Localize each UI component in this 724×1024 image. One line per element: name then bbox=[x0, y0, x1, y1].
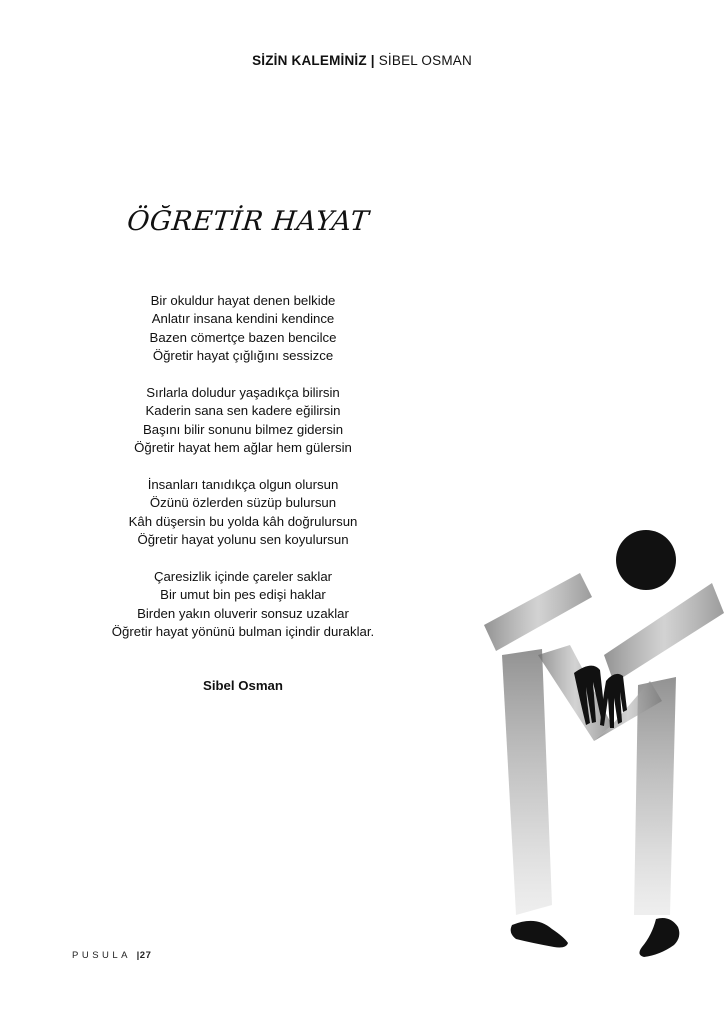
stanza bbox=[0, 568, 486, 642]
poem-line: Kaderin sana sen kadere eğilirsin bbox=[145, 403, 341, 419]
magazine-name: PUSULA bbox=[72, 950, 131, 961]
stanza bbox=[0, 292, 486, 366]
poem-line: Başını bilir sonunu bilmez gidersin bbox=[142, 421, 344, 437]
poem-line: Öğretir hayat yolunu sen koyulursun bbox=[137, 532, 349, 548]
poem-line: Sırlarla doludur yaşadıkça bilirsin bbox=[146, 385, 340, 401]
brush-stroke bbox=[604, 583, 724, 683]
poem-line: İnsanları tanıdıkça olgun olursun bbox=[147, 477, 339, 493]
header-author: SİBEL OSMAN bbox=[378, 53, 472, 68]
page-header bbox=[0, 53, 724, 68]
poem-line: Bazen cömertçe bazen bencilce bbox=[149, 329, 337, 345]
page-number: |27 bbox=[136, 950, 152, 961]
poem-title: ÖĞRETİR HAYAT bbox=[125, 206, 371, 237]
poem-line: Çaresizlik içinde çareler saklar bbox=[153, 569, 333, 585]
figure-shoe bbox=[511, 921, 568, 948]
poem-line: Öğretir hayat hem ağlar hem gülersin bbox=[134, 440, 352, 456]
page-footer bbox=[72, 950, 151, 961]
poem-line: Birden yakın oluverir sonsuz uzaklar bbox=[137, 605, 349, 621]
stanza bbox=[0, 476, 486, 550]
poem-line: Özünü özlerden süzüp bulursun bbox=[149, 495, 337, 511]
poem-line: Öğretir hayat çığlığını sessizce bbox=[152, 348, 334, 364]
ink-figure-illustration bbox=[462, 505, 724, 1005]
poem-signature: Sibel Osman bbox=[203, 678, 283, 693]
stanza bbox=[0, 384, 486, 458]
poem-body bbox=[0, 292, 486, 660]
poem-line: Öğretir hayat yönünü bulman içindir duraklar. bbox=[111, 624, 375, 640]
header-section: SİZİN KALEMİNİZ | bbox=[252, 53, 375, 68]
poem-line: Anlatır insana kendini kendince bbox=[151, 311, 335, 327]
brush-stroke bbox=[484, 573, 592, 651]
poem-line: Kâh düşersin bu yolda kâh doğrulursun bbox=[128, 513, 358, 529]
figure-shoe bbox=[639, 918, 679, 957]
poem-line: Bir umut bin pes edişi haklar bbox=[160, 587, 326, 603]
figure-head bbox=[616, 530, 676, 590]
poem-line: Bir okuldur hayat denen belkide bbox=[150, 293, 336, 308]
brush-stroke bbox=[502, 649, 552, 915]
